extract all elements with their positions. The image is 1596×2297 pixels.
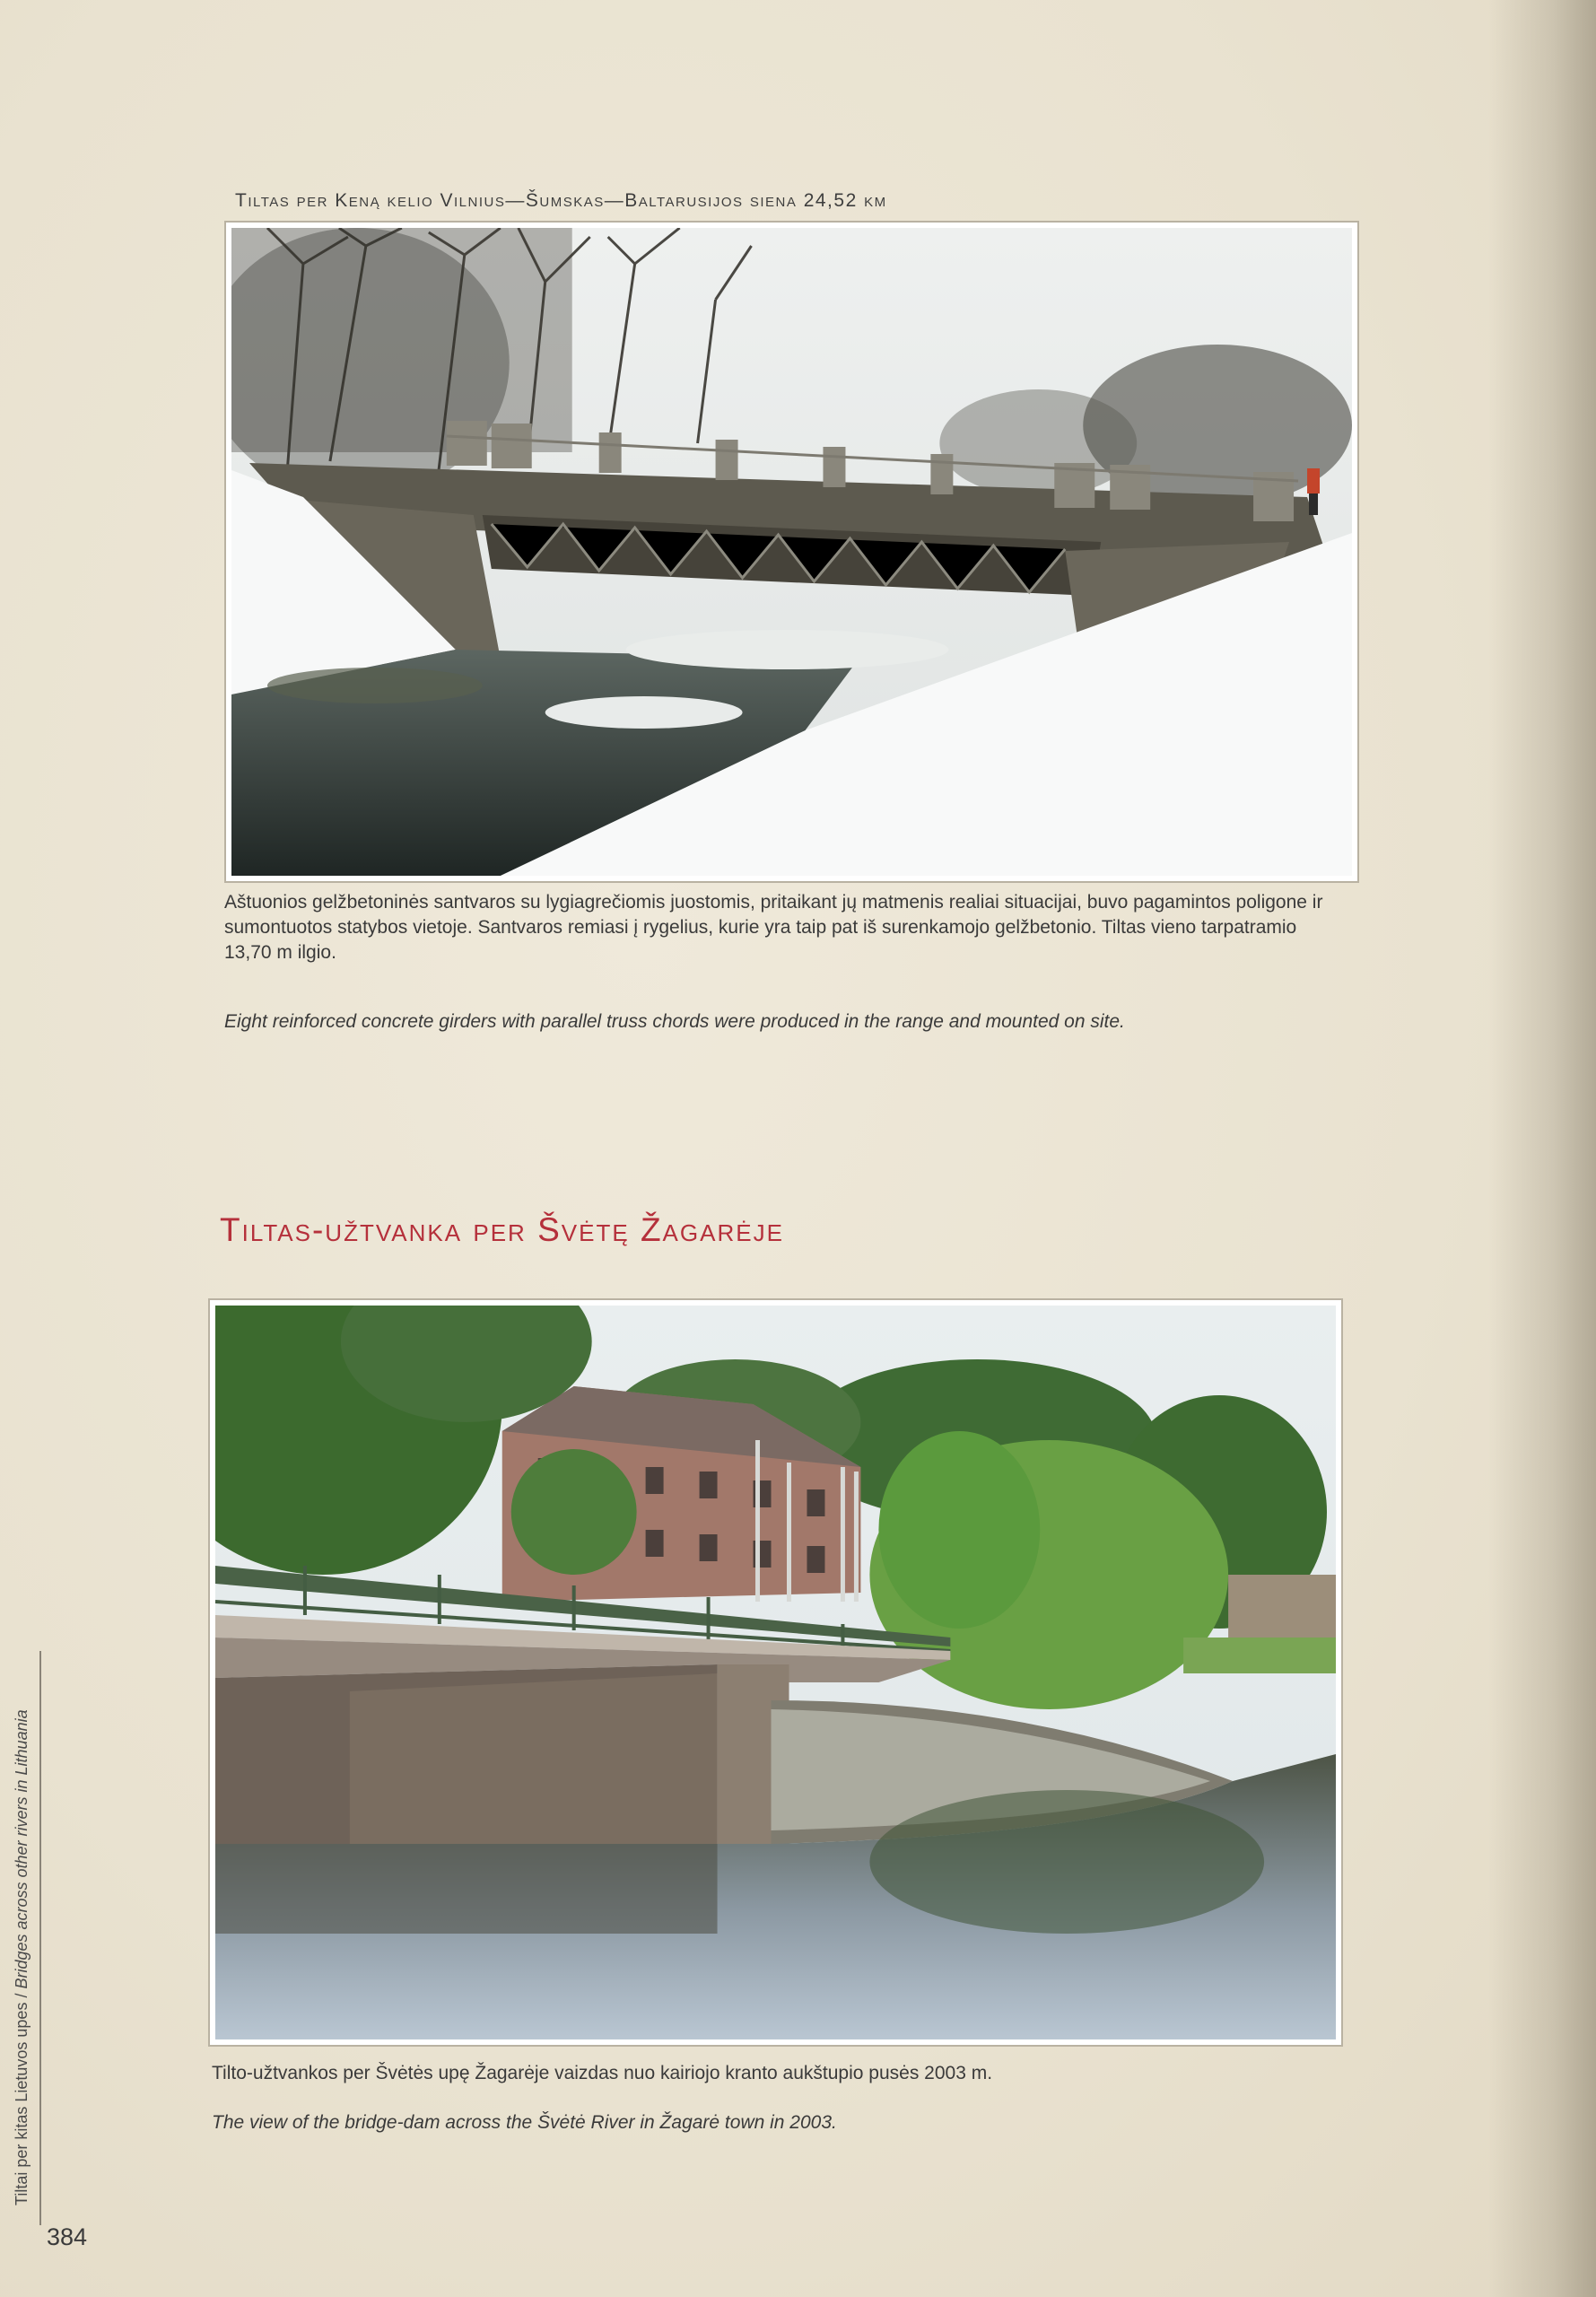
bridge-snow-photo	[224, 221, 1359, 883]
bottom-caption-lithuanian: Tilto-užtvankos per Švėtės upę Žagarėje vaizdas nuo kairiojo kranto aukštupio pusės 2003 m.	[212, 2063, 993, 2083]
photo-title: Tiltas per Keną kelio Vilnius—Šumskas—Baltarusijos siena 24,52 km	[235, 190, 887, 211]
top-caption-lithuanian: Aštuonios gelžbetoninės santvaros su lygiagrečiomis juostomis, pritaikant jų matmenis realiai situacijai, buvo pagamintos poligone ir sumontuotos statybos vietoje. Santvaros remiasi į rygelius, kurie yra taip pat iš surenkamojo gelžbetonio. Tiltas vieno tarpatramio 13,70 m ilgio.	[224, 892, 1323, 963]
bridge-dam-photo	[208, 1298, 1343, 2047]
running-header-lt: Tiltai per kitas Lietuvos upes /	[13, 1988, 31, 2205]
bottom-caption-english: The view of the bridge-dam across the Švėtė River in Žagarė town in 2003.	[212, 2112, 837, 2133]
running-header-vertical	[13, 1709, 31, 2205]
section-heading: Tiltas-užtvanka per Švėtę Žagarėje	[220, 1211, 784, 1248]
binding-shadow	[1488, 0, 1596, 2297]
page-number: 384	[47, 2223, 88, 2250]
top-caption-english: Eight reinforced concrete girders with parallel truss chords were produced in the range and mounted on site.	[224, 1011, 1125, 1032]
sidebar-rule	[39, 1651, 41, 2225]
running-header-en: Bridges across other rivers in Lithuania	[13, 1709, 31, 1989]
